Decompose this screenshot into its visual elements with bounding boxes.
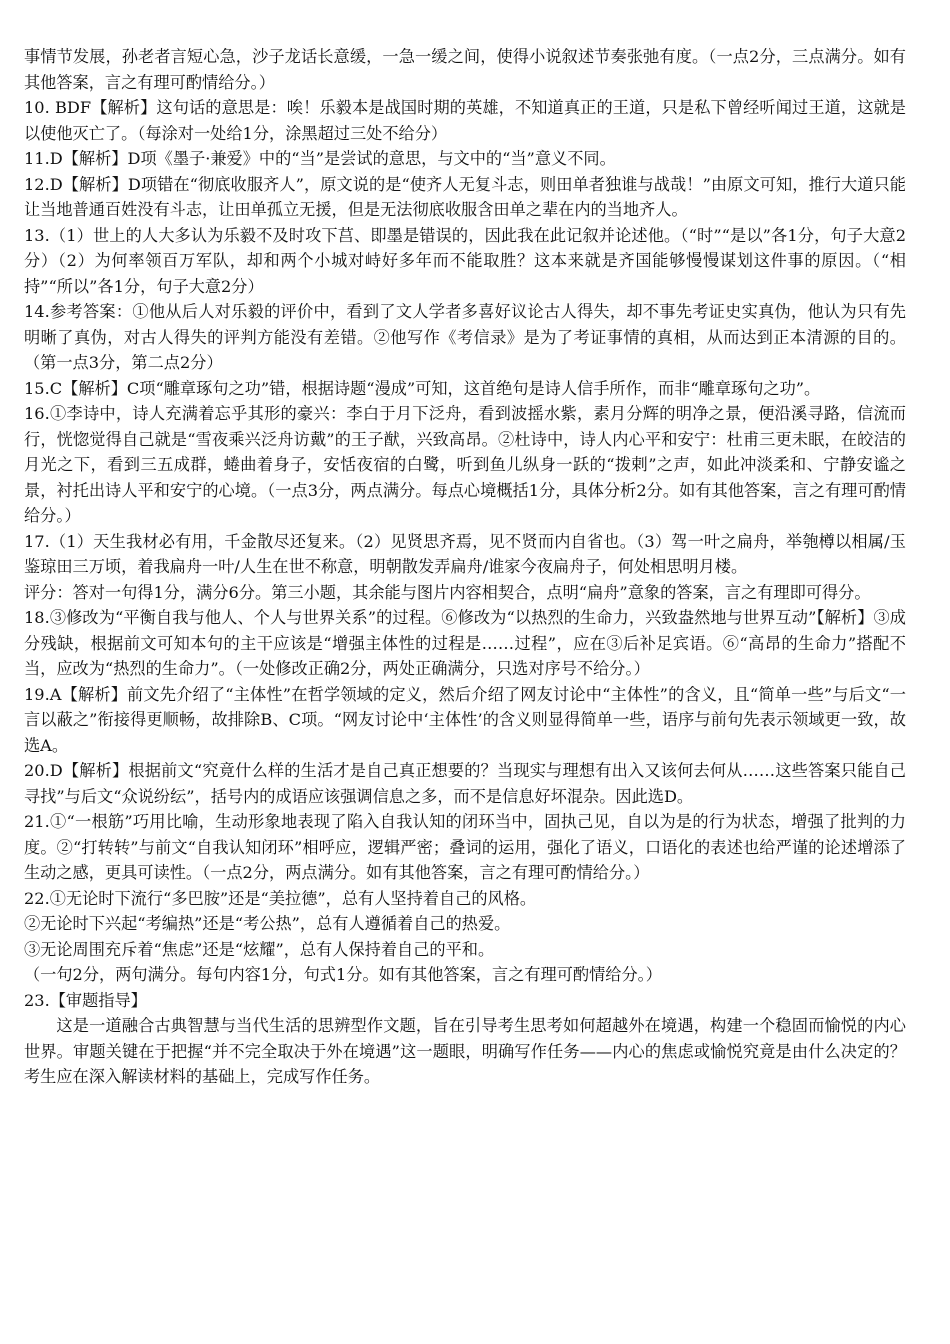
answer-15: 15.C【解析】C项“雕章琢句之功”错，根据诗题“漫成”可知，这首绝句是诗人信手所作，而非“雕章琢句之功”。 <box>24 378 821 398</box>
answer-16: 16.①李诗中，诗人充满着忘乎其形的豪兴：李白于月下泛舟，看到波摇水紫，素月分辉的明净之景，便沿溪寻路，信流而行，恍惚觉得自己就是“雪夜乘兴泛舟访戴”的王子猷，兴致高昂。②杜诗中，诗人内心平和安宁：杜甫三更未眠，在皎洁的月光之下，看到三五成群，蜷曲着身子，安恬夜宿的白鹭，听到鱼儿纵身一跃的“拨剌”之声，如此冲淡柔和、宁静安谧之景，衬托出诗人平和安宁的心境。（一点3分，两点满分。每点心境概括1分，具体分析2分。如有其他答案，言之有理可酌情给分。） <box>24 404 906 525</box>
answer-22-line-1: 22.①无论时下流行“多巴胺”还是“美拉德”，总有人坚持着自己的风格。 <box>24 888 537 908</box>
answer-17-scoring: 评分：答对一句得1分，满分6分。第三小题，其余能与图片内容相契合，点明“扁舟”意象的答案，言之有理即可得分。 <box>24 582 871 602</box>
answer-18: 18.③修改为“平衡自我与他人、个人与世界关系”的过程。⑥修改为“以热烈的生命力，兴致盎然地与世界互动”【解析】③成分残缺，根据前文可知本句的主干应该是“增强主体性的过程是……过程”，应在③后补足宾语。⑥“高昂的生命力”搭配不当，应改为“热烈的生命力”。（一处修改正确2分，两处正确满分，只选对序号不给分。） <box>24 608 906 678</box>
answer-21: 21.①“一根筋”巧用比喻，生动形象地表现了陷入自我认知的闭环当中，固执己见，自以为是的行为状态，增强了批判的力度。②“打转转”与前文“自我认知闭环”相呼应，逻辑严密；叠词的运用，强化了语义，口语化的表述也给严谨的论述增添了生动之感，更具可读性。（一点2分，两点满分。如有其他答案，言之有理可酌情给分。） <box>24 812 906 882</box>
answer-22-scoring: （一句2分，两句满分。每句内容1分，句式1分。如有其他答案，言之有理可酌情给分。） <box>24 965 662 984</box>
answer-19: 19.A【解析】前文先介绍了“主体性”在哲学领域的定义，然后介绍了网友讨论中“主体性”的含义，且“简单一些”与后文“一言以蔽之”衔接得更顺畅，故排除B、C项。“网友讨论中‘主体性’的含义则显得简单一些，语序与前句先表示领域更一致，故选A。 <box>24 684 906 755</box>
answer-11: 11.D【解析】D项《墨子·兼爱》中的“当”是尝试的意思，与文中的“当”意义不同。 <box>24 149 616 168</box>
answer-10: 10. BDF【解析】这句话的意思是：唉！乐毅本是战国时期的英雄，不知道真正的王道，只是私下曾经听闻过王道，这就是以使他灭亡了。（每涂对一处给1分，涂黑超过三处不给分） <box>24 98 906 143</box>
answer-9-continued: 事情节发展，孙老者言短心急，沙子龙话长意缓，一急一缓之间，使得小说叙述节奏张弛有度。（一点2分，三点满分。如有其他答案，言之有理可酌情给分。） <box>24 47 906 92</box>
answer-23-guidance: 这是一道融合古典智慧与当代生活的思辨型作文题，旨在引导考生思考如何超越外在境遇，构建一个稳固而愉悦的内心世界。审题关键在于把握“并不完全取决于外在境遇”这一题眼，明确写作任务——内心的焦虑或愉悦究竟是由什么决定的？考生应在深入解读材料的基础上，完成写作任务。 <box>24 1016 906 1086</box>
answer-12: 12.D【解析】D项错在“彻底收服齐人”，原文说的是“使齐人无复斗志，则田单者独谁与战哉！”由原文可知，推行大道只能让当地普通百姓没有斗志，让田单孤立无援，但是无法彻底收服含田单之辈在内的当地齐人。 <box>24 174 906 219</box>
answer-22-line-2: ②无论时下兴起“考编热”还是“考公热”，总有人遵循着自己的热爱。 <box>24 914 511 933</box>
answer-22-line-3: ③无论周围充斥着“焦虑”还是“炫耀”，总有人保持着自己的平和。 <box>24 939 495 959</box>
answer-17: 17.（1）天生我材必有用，千金散尽还复来。（2）见贤思齐焉，见不贤而内自省也。（3）驾一叶之扁舟，举匏樽以相属/玉鉴琼田三万顷，着我扁舟一叶/人生在世不称意，明朝散发弄扁舟/谁家今夜扁舟子，何处相思明月楼。 <box>24 531 906 576</box>
answer-23-heading: 23.【审题指导】 <box>24 990 147 1010</box>
answer-14: 14.参考答案：①他从后人对乐毅的评价中，看到了文人学者多喜好议论古人得失，却不事先考证史实真伪，他认为只有先明晰了真伪，对古人得失的评判方能没有差错。②他写作《考信录》是为了考证事情的真相，从而达到正本清源的目的。（第一点3分，第二点2分） <box>24 302 906 372</box>
answer-20: 20.D【解析】根据前文“究竟什么样的生活才是自己真正想要的？当现实与理想有出入又该何去何从……这些答案只能自己寻找”与后文“众说纷纭”，括号内的成语应该强调信息之多，而不是信息好坏混杂。因此选D。 <box>24 761 906 806</box>
answer-13: 13.（1）世上的人大多认为乐毅不及时攻下莒、即墨是错误的，因此我在此记叙并论述他。（“时”“是以”各1分，句子大意2分）（2）为何率领百万军队，却和两个小城对峙好多年而不能取胜？这本来就是齐国能够慢慢谋划这件事的原因。（“相持”“所以”各1分，句子大意2分） <box>24 225 906 296</box>
